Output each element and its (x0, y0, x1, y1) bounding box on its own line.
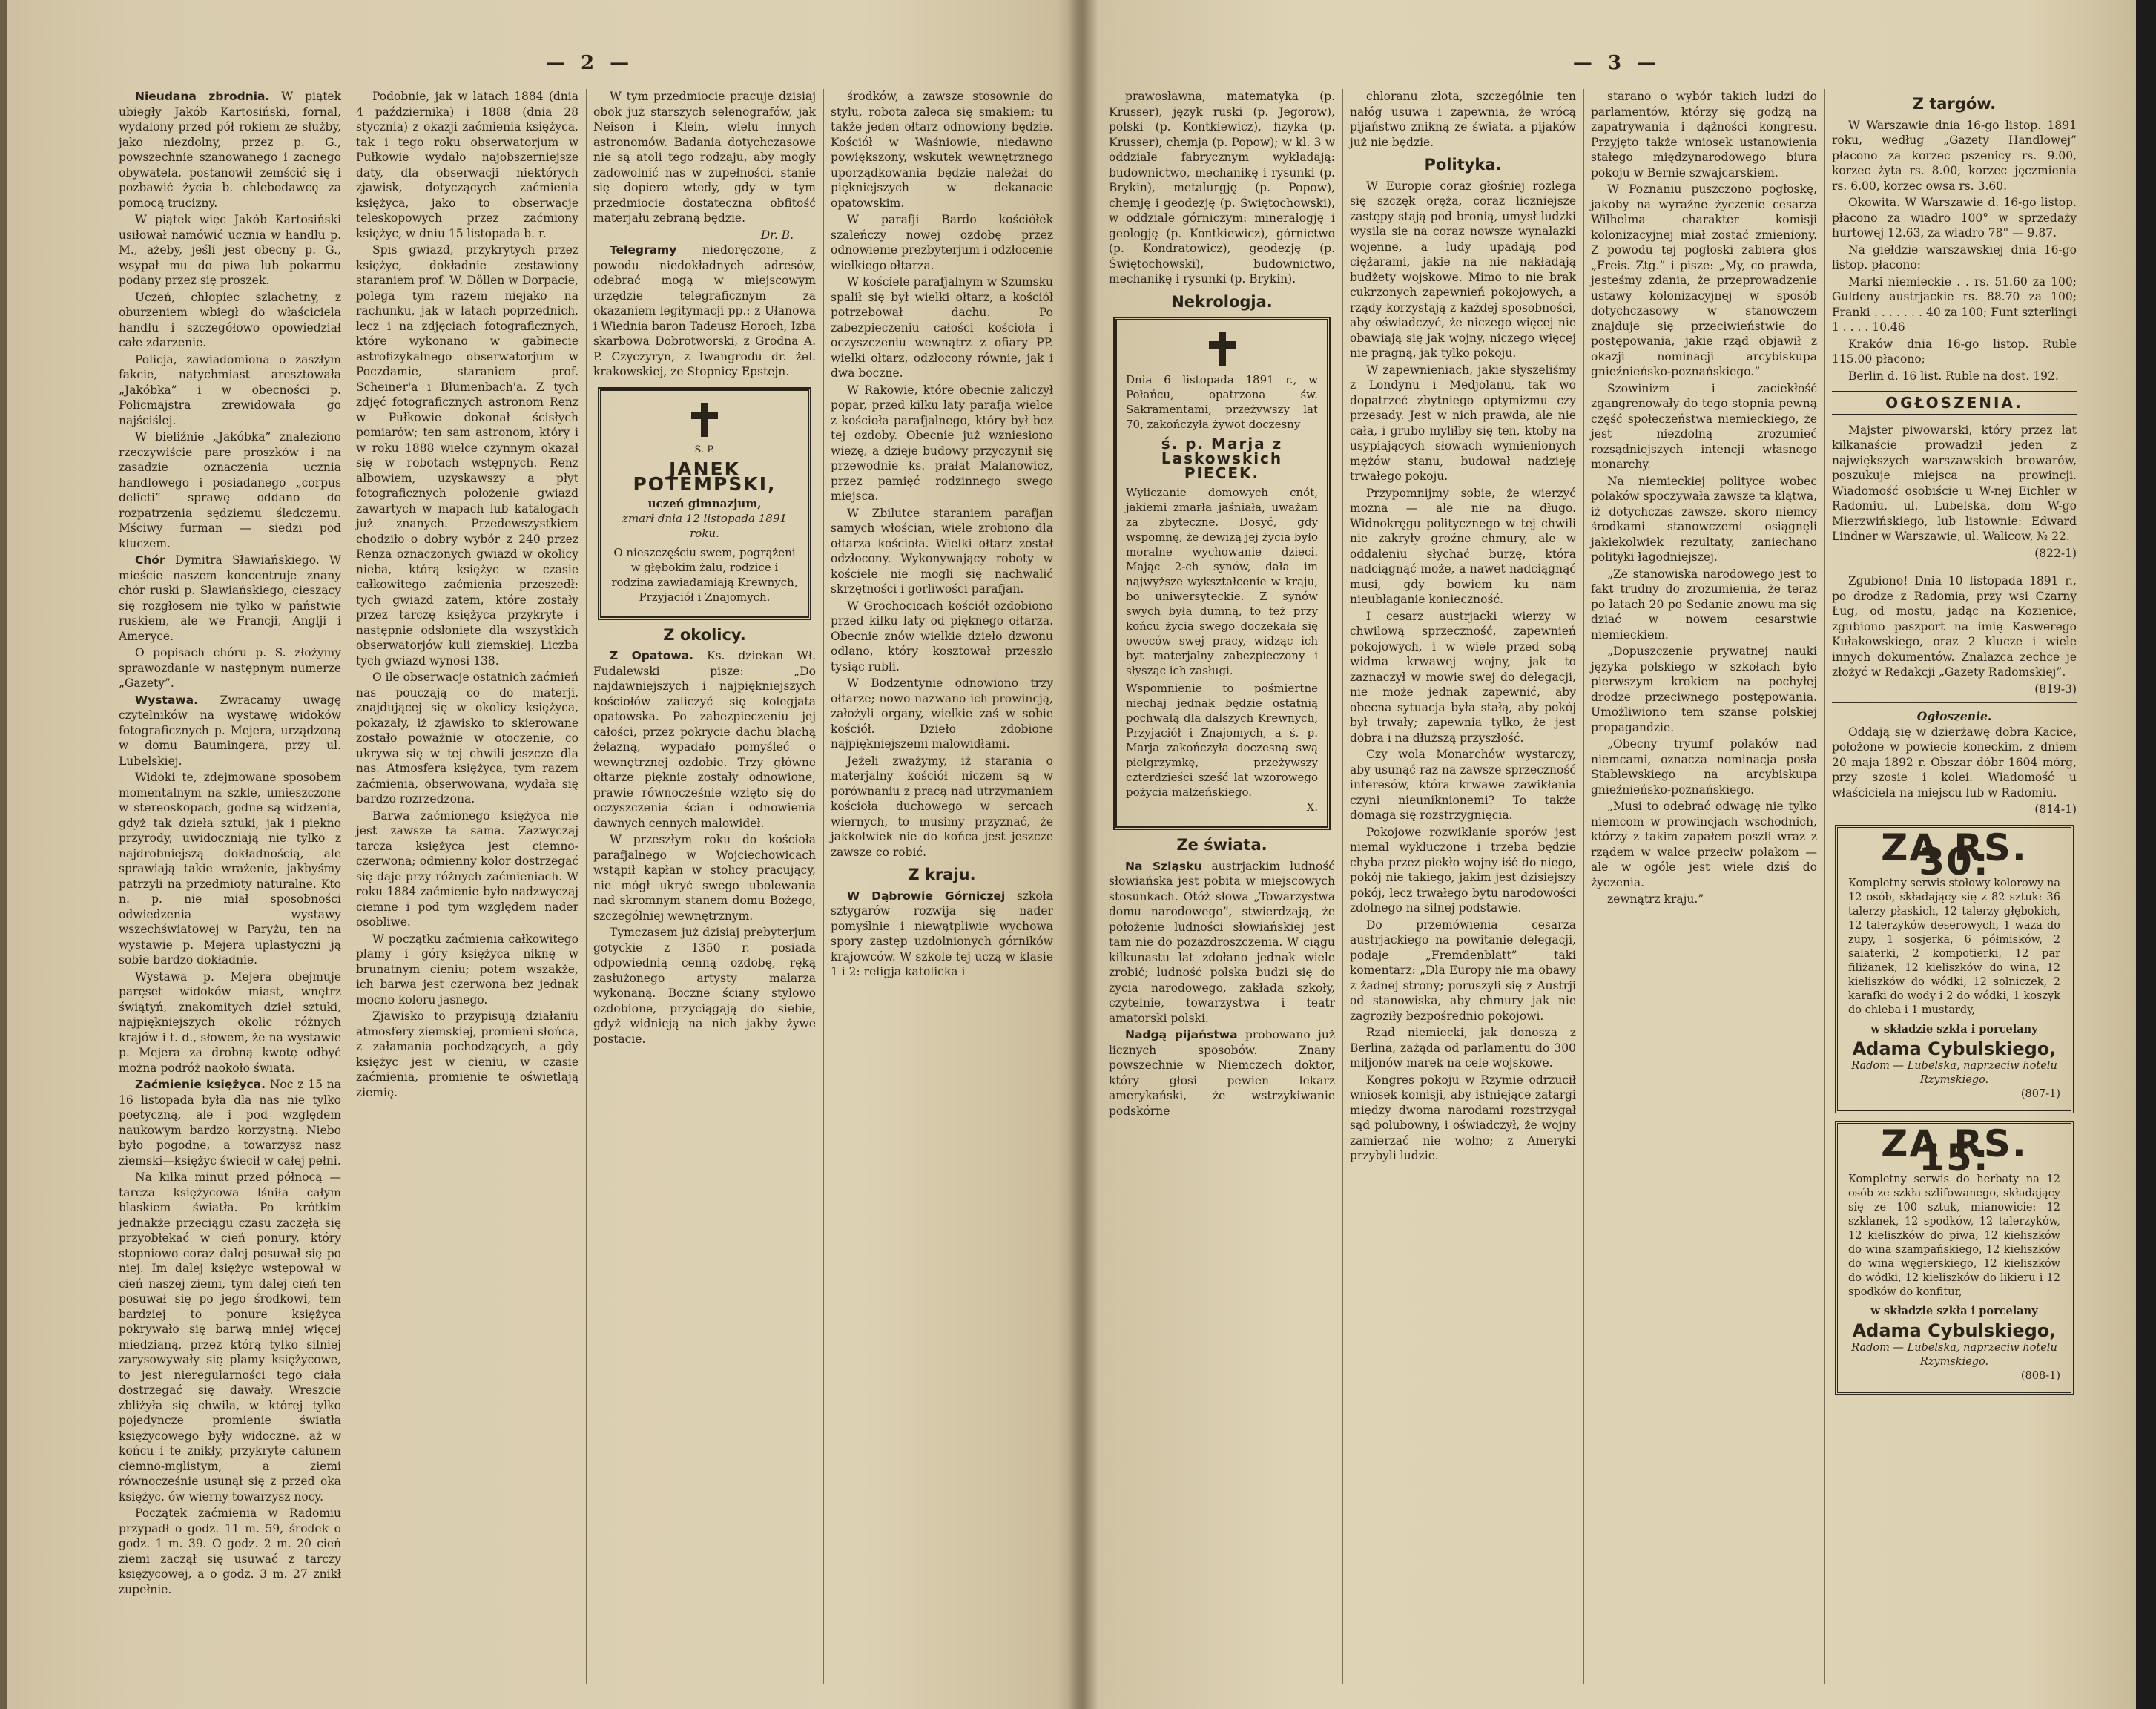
ad-address: Radom — Lubelska, naprzeciw hotelu Rzymskiego. (1851, 1341, 2057, 1368)
paragraph: Uczeń, chłopiec szlachetny, z oburzeniem wbiegł do właściciela handlu i szczegółowo opowiedział całe zdarzenie. (119, 290, 341, 349)
paragraph: Noc z 15 na 16 listopada była dla nas nie tylko poetyczną, ale i pod względem naukowym bardzo korzystną. Niebo było pogodne, a towarzysz nasz ziemski—księżyc świecił w całej pełni. (119, 1078, 341, 1168)
article-lead: Zaćmienie księżyca. (135, 1078, 266, 1091)
page-number: — 2 — (545, 52, 634, 74)
article-lead: Nadgą pijaństwa (1125, 1028, 1238, 1041)
column-3 (593, 89, 816, 1048)
page-3 (1098, 0, 2136, 1709)
paragraph: O popisach chóru p. S. złożymy sprawozdanie w następnym numerze „Gazety”. (119, 646, 341, 690)
paragraph: W kościele parafjalnym w Szumsku spalił się był wielki ołtarz, a kościół potrzebował dachu. Po zabezpieczeniu całości kościoła i oczyszczeniu wewnątrz z ofiary PP. wielki ołtarz, odzłocony równie, jak i dwa boczne. (831, 275, 1053, 380)
page-edge-right (2136, 0, 2156, 1709)
display-ad-15 (1835, 1121, 2074, 1395)
paragraph: „Dopuszczenie prywatnej nauki języka polskiego w szkołach było pierwszym krokiem na pochyłej drodze przeciwnego postępowania. Umożliwiono tem szanse polskiej propagandzie. (1591, 645, 1817, 734)
paragraph: zewnątrz kraju.” (1607, 892, 1704, 906)
ad-price-headline: ZA RS. 15: (1881, 1122, 2028, 1179)
article-opatow (593, 648, 816, 831)
book-gutter (1068, 0, 1098, 1709)
article-lead: Na Szląsku (1125, 859, 1202, 873)
paragraph: Czy wola Monarchów wystarczy, aby usunąć raz na zawsze sprzeczność interesów, która krwawe zawikłania czyni nieuniknionemi? To także domaga się rozstrzygnięcia. (1350, 748, 1576, 822)
paragraph: O ile obserwacje ostatnich zaćmień nas pouczają co do materji, znajdującej się w okolicy księżyca, pokazały, iż zjawisko to skierowane zostało poważnie w otoczenie, co ukrywa się w tej chwili jeszcze dla nas. Atmosfera księżyca, tym razem zaćmienia, obserwowana, wydała się bardzo rozrzedzona. (356, 671, 578, 806)
paragraph: Kongres pokoju w Rzymie odrzucił wniosek komisji, aby istniejące zatargi między dwoma narodami rozstrzygał sąd polubowny, i oświadczył, że wojny zamierzać nie wolno; z Ameryki przybyli ludzie. (1350, 1073, 1576, 1162)
paragraph: W Bodzentynie odnowiono trzy ołtarze; nowo nazwano ich prowincją, założyli organy, wielkie zaś w sobie kościół. Dzieło zdobione najpiękniejszemi malowidłami. (831, 676, 1053, 751)
paragraph: „Musi to odebrać odwagę nie tylko niemcom w prowincjach wschodnich, którzy z takim zapałem poszli wraz z rządem w walce przeciw polakom — ale w ogóle jest wiele dziś do życzenia. (1591, 800, 1817, 889)
page-edge-left (0, 0, 7, 1709)
paragraph: niedoręczone, z powodu niedokładnych adresów, odebrać mogą w miejscowym urzędzie telegraficznym za okazaniem legitymacji pp.: z Ułanowa i Wiednia baron Tadeusz Horoch, Izba skarbowa Dobrotworski, z Grodna A. P. Czyczyryn, z Iwangrodu dr. żel. krakowskiej, ze Stopnicy Epstejn. (593, 243, 816, 378)
column-2 (356, 89, 578, 1102)
column-1 (1109, 89, 1335, 1120)
market-report: Kraków dnia 16-go listop. Ruble 115.00 płacono; (1832, 337, 2077, 366)
paragraph: W piątek ubiegły Jakób Kartosiński, fornal, wydalony przed pół rokiem ze służby, jako niezdolny, przez p. G., powszechnie szanowanego i zacnego obywatela, postanowił zemścić się i pozbawić życia b. chlebodawcę za pomocą trucizny. (119, 90, 341, 210)
paragraph: Pokojowe rozwikłanie sporów jest niemal wykluczone i trzeba będzie chyba przez piekło wojny iść do niego, pokój nie takiego, jakim jest dzisiejszy pokój, lecz trwałego bytu narodowości zdolnego na silnej podstawie. (1350, 825, 1576, 915)
column-divider (586, 89, 587, 1684)
article-lead: Wystawa. (135, 693, 198, 707)
page-number: — 3 — (1572, 52, 1661, 74)
market-report: Berlin d. 16 list. Ruble na dost. 192. (1848, 369, 2059, 383)
section-heading: Nekrologja. (1171, 292, 1273, 311)
obituary-text: Wyliczanie domowych cnót, jakiemi zmarła jaśniała, uważam za zbyteczne. Dosyć, gdy wspomnę, że dewizą jej życia było moralne wychowanie dzieci. Mając 2-ch synów, dała im najwyższe wykształcenie w kraju, bo uniwersyteckie. Z synów swych była dumną, to też przy końcu życia swego doczekała się owoców swej pracy, widząc ich byt materjalny zabezpieczony i słysząc ich zasługi. (1126, 486, 1318, 677)
paragraph: Barwa zaćmionego księżyca nie jest zawsze ta sama. Zazwyczaj tarcza księżyca jest ciemno-czerwona; odmienny kolor dostrzegać się daje przy różnych zaćmieniach. W roku 1884 zaćmienie było nadzwyczaj ciemne i pod tym względem nader osobliwe. (356, 809, 578, 929)
paragraph: Podobnie, jak w latach 1884 (dnia 4 października) i 1888 (dnia 28 stycznia) z okazji zaćmienia księżyca, tak i tego roku obserwatorjum w Pułkowie wydało najobszerniejsze daty, dla obserwacji niektórych zjawisk, dotyczących zaćmienia księżyca, jako to obserwacje teleskopowych przez zaćmiony księżyc, w dniu 15 listopada b. r. (356, 90, 578, 240)
cross-icon (690, 403, 719, 437)
article-dabrowa (831, 889, 1053, 980)
obituary-subtitle: uczeń gimnazjum, (647, 496, 762, 510)
cross-icon (1207, 332, 1237, 366)
paragraph: Na niemieckiej polityce wobec polaków spoczywała zawsze ta klątwa, iż dotychczas zawsze, skoro niemcy środkami stanowczemi osiągnęli jakiekolwiek rezultaty, zaniechano polityki łagodniejszej. (1591, 474, 1817, 564)
article-wystawa (119, 693, 341, 769)
ad-brand: Adama Cybulskiego, (1852, 1320, 2057, 1341)
obituary-sp: S. P. (694, 444, 715, 455)
column-divider (1583, 89, 1584, 1684)
article-chor (119, 553, 341, 644)
article-telegramy (593, 243, 816, 380)
article-lead: Telegramy (610, 243, 677, 257)
article-lead: Nieudana zbrodnia. (135, 90, 270, 103)
paragraph: W początku zaćmienia całkowitego plamy i góry księżyca niknę w brunatnym cieniu; potem wszakże, ich barwa jest czerwona bez jednak mocno koloru jasnego. (356, 932, 578, 1007)
ad-reference: (814-1) (2034, 803, 2077, 816)
paragraph: Widoki te, zdejmowane sposobem momentalnym na szkle, umieszczone w stereoskopach, godne są widzenia, gdyż tak dzieła sztuki, jak i piękno przyrody, uwidoczniają nie tylko z najdrobniejszą dokładnością, ale sprawiają takie wrażenie, jakbyśmy patrzyli na przedmioty naturalne. Kto n. p. nie miał sposobności odwiedzenia wystawy wszechświatowej w Paryżu, ten na wystawie p. Mejera uplastyczni ją sobie bardzo dokładnie. (119, 771, 341, 967)
obituary-text: O nieszczęściu swem, pogrążeni w głębokim żalu, rodzice i rodzina zawiadamiają Krewnych, Przyjaciół i Znajomych. (611, 545, 798, 604)
paragraph: Wystawa p. Mejera obejmuje paręset widoków miast, wnętrz świątyń, znakomitych dzieł sztuki, najpiękniejszych okolic różnych krajów i t. d., słowem, że na wystawie p. Mejera za drobną kwotę odbyć można podróż naokoło świata. (119, 969, 341, 1075)
paragraph: Ks. dziekan Wł. Fudalewski pisze: „Do najdawniejszych i najpiękniejszych kościołów zaliczyć się kolegjata opatowska. Po zabezpieczeniu jej całości, przez pokrycie dachu blachą żelazną, wypadało pomyśleć o wewnętrznej ozdobie. Trzy główne ołtarze pięknie zostały odnowione, prawie równocześnie wzięto się do oczyszczenia ścian i odnowienia dawnych cennych malowideł. (593, 649, 816, 830)
paragraph: W tym przedmiocie pracuje dzisiaj obok już starszych selenografów, jak Neison i Klein, wielu innych astronomów. Badania dotychczasowe nie są atoli tego rodzaju, aby mogły zadowolnić nas w zupełności, stanie się dopiero wtedy, gdy w tym przedmiocie dostateczna obfitość materjału zebraną będzie. (593, 90, 816, 225)
display-ad-30 (1835, 825, 2074, 1113)
column-divider (823, 89, 824, 1684)
ads-masthead: OGŁOSZENIA. (1832, 391, 2077, 415)
obituary-text: Wspomnienie to pośmiertne niechaj jednak będzie ostatnią pochwałą dla dalszych Krewnych, Przyjaciół i Znajomych, a ś. p. Marja zakończyła doczesną swą pielgrzymkę, przeżywszy czterdzieści sześć lat wzorowego pożycia małżeńskiego. (1126, 682, 1318, 799)
paragraph: Dymitra Sławiańskiego. W mieście naszem koncentruje znany chór ruski p. Sławiańskiego, cieszący się rozgłosem nie tylko w państwie ruskiem, ale we Francji, Anglji i Ameryce. (119, 553, 341, 643)
market-report: Marki niemieckie . . rs. 51.60 za 100; Guldeny austrjackie rs. 88.70 za 100; Franki . . . . . . . 40 za 100; Funt szterlingi 1 . . . . 10.46 (1832, 274, 2077, 334)
paragraph: Tymczasem już dzisiaj prebyterjum gotyckie z 1350 r. posiada odpowiednią cenną ozdobę, ręką zasłużonego artysty malarza wykonaną. Boczne ściany stylowo ozdobione, przyciągają do siebie, gdyż widnieją na nich jakby żywe postacie. (593, 926, 816, 1046)
paragraph: I cesarz austrjacki wierzy w chwilową sprzeczność, zapewnień pokojowych, i w wiele przed sobą widma krwawej wojny, jak to zaznaczył w mowie swej do delegacji, nie może jednak zapewnić, aby obecna sytuacja była stałą, aby pokój był trwały; zapewnia tylko, że jest dobra i na dłuższą przyszłość. (1350, 609, 1576, 745)
paragraph: Spis gwiazd, przykrytych przez księżyc, dokładnie zestawiony staraniem prof. W. Döllen w Dorpacie, polega tym razem niejako na rachunku, jak w latach poprzednich, lecz i na zdjęciach fotograficznych, które wykonano w gabinecie astrofizykalnego obserwatorjum w Poczdamie, staraniem prof. Scheiner'a i Blumenbach'a. Z tych zdjęć fotograficznych astronom Renz w Pułkowie dokonał ścisłych pomiarów; ten sam astronom, który i w roku 1888 wielce czynnym okazał się w robotach wstępnych. Renz albowiem, uzyskawszy a płyt fotograficznych położenie gwiazd zawartych w mapach lub katalogach już znanych. Przedewszystkiem chodziło o dobry wybór z 240 przez Renza oznaczonych gwiazd w okolicy nieba, którą księżyc w czasie całkowitego zaćmienia przeszedł: tych gwiazd zatem, które zostały przez tarczę księżyca przykryte i następnie odsłonięte dla wszystkich obserwatorjów kuli ziemskiej. Liczba tych gwiazd wynosi 138. (356, 243, 578, 668)
paragraph: chloranu złota, szczególnie ten nałóg usuwa i zapewnia, że wrócą pijaństwo znikną ze świata, a pijaków już nie będzie. (1350, 90, 1576, 149)
paragraph: Rząd niemiecki, jak donoszą z Berlina, zażąda od parlamentu do 300 miljonów marek na cele wojskowe. (1350, 1026, 1576, 1070)
paragraph: Policja, zawiadomiona o zaszłym fakcie, natychmiast aresztowała „Jakóbka” i w obecności p. Policmajstra zrewidowała go najściślej. (119, 352, 341, 427)
ad-address: Radom — Lubelska, naprzeciw hotelu Rzymskiego. (1851, 1059, 2057, 1086)
paragraph: W piątek więc Jakób Kartosiński usiłował namówić ucznia w handlu p. M., ażeby, jeśli jest obecny p. G., wsypał mu do piwa lub pokarmu podany przez się proszek. (119, 213, 341, 287)
paragraph: Przypomnijmy sobie, że wierzyć można — ale nie na długo. Widnokręgu politycznego w tej chwili nie zakryły groźne chmury, ale w oddaleniu słychać burzę, która nadciągnąć może, a nawet nadciągnąć musi, gdy bowiem ku nam nieubłaganie konieczność. (1350, 486, 1576, 606)
page-2 (111, 0, 1068, 1709)
paragraph: Do przemówienia cesarza austrjackiego na powitanie delegacji, podaje „Fremdenblatt” taki komentarz: „Dla Europy nie ma obawy z żadnej strony; poruszyli się z Austrji od stanowiska, aby chmury jak nie zagroziły bezpośrednio pokojowi. (1350, 918, 1576, 1023)
obituary-name: JANEK POTEMPSKI, (633, 458, 777, 495)
paragraph: W Rakowie, które obecnie zaliczył popar, przed kilku laty parafja wielce z kościoła parafjalnego, który był bez tej ozdoby. Obecnie już wzniesiono wieżę, a dzieje budowy przyczynił się przewodnie ks. prałat Malanowicz, przez pamięć rodzinnego swego miejsca. (831, 383, 1053, 503)
obituary-box (1113, 317, 1331, 830)
ad-store: w składzie szkła i porcelany (1870, 1022, 2038, 1035)
ad-reference: (822-1) (2034, 546, 2077, 560)
market-report: Na giełdzie warszawskiej dnia 16-go listop. płacono: (1832, 243, 2077, 271)
paragraph: Jeżeli zważymy, iż starania o materjalny kościół niczem są w porównaniu z pracą nad utrzymaniem kościoła duchowego w sercach wiernych, to musimy przyznać, że jakkolwiek nie do końca jest jeszcze zawsze co robić. (831, 754, 1053, 859)
paragraph: prawosławna, matematyka (p. Krusser), język ruski (p. Jegorow), polski (p. Kontkiewicz), fizyka (p. Krusser), chemja (p. Popow); w kl. 3 w oddziale fabrycznym wykładają: budownictwo, mechanikę i rysunki (p. Brykin), metalurgję (p. Popow), chemję i geodezję (p. Świętochowski), w oddziale górniczym: mineralogję i geologję (p. Kontkiewicz), górnictwo (p. Kondratowicz), geodezję (p. Świętochowski), budownictwo, mechanikę i rysunki (p. Brykin). (1109, 90, 1335, 286)
ad-body: Kompletny serwis do herbaty na 12 osób ze szkła szlifowanego, składający się ze 100 sztuk, mianowicie: 12 szklanek, 12 spodków, 12 talerzyków, 12 kieliszków do piwa, 12 kieliszków do wina szampańskiego, 12 kieliszków do wina węgierskiego, 12 kieliszków do wódki, 12 kieliszków do likieru i 12 spodków do konfitur, (1848, 1173, 2060, 1298)
obituary-date: zmarł dnia 12 listopada 1891 roku. (622, 511, 787, 540)
paragraph: „Ze stanowiska narodowego jest to fakt trudny do zrozumienia, że teraz po latach 20 po Sedanie znowu ma się dziać w nowem cesarstwie niemieckiem. (1591, 567, 1817, 642)
column-divider (1824, 89, 1825, 1684)
column-3 (1591, 89, 1817, 909)
paragraph: austrjackim ludność słowiańska jest pobita w miejscowych stosunkach. Otóż słowa „Towarzystwa domu narodowego”, stwierdzają, że położenie ludności słowiańskiej jest tam nie do pozazdroszczenia. W ciągu kilkunastu lat zdołano jednak wiele zrobić; ludność polska budzi się do życia narodowego, zakłada szkoły, czytelnie, towarzystwa i teatr amatorski polski. (1109, 859, 1335, 1025)
ad-heading: Ogłoszenie. (1916, 709, 1992, 723)
obituary-signature: X. (1306, 800, 1318, 814)
section-heading: Z targów. (1912, 95, 1997, 113)
classified-ad: Majster piwowarski, który przez lat kilkanaście prowadził jeden z największych warszawskich browarów, poszukuje miejsca na prowincji. Wiadomość osobiście u W-nej Eichler w Radomiu, ul. Lubelska, dom W-go Mierzwińskiego, lub listownie: Edward Lindner w Warszawie, ul. Walicow, № 22. (1832, 423, 2077, 543)
paragraph: Początek zaćmienia w Radomiu przypadł o godz. 11 m. 59, środek o godz. 1 m. 39. O godz. 2 m. 20 cień ziemi zaczął się usuwać z tarczy księżycowej, a o godz. 3 m. 27 znikł zupełnie. (119, 1507, 341, 1596)
column-2 (1350, 89, 1576, 1165)
paragraph: środków, a zawsze stosownie do stylu, robota zaleca się smakiem; tu także jeden ołtarz odnowiony będzie. Kościół w Waśniowie, niedawno powiększony, wskutek wewnętrznego uporządkowania będzie należał do piękniejszych w dekanacie opatowskim. (831, 90, 1053, 210)
ad-body: Kompletny serwis stołowy kolorowy na 12 osób, składający się z 82 sztuk: 36 talerzy płaskich, 12 talerzy głębokich, 12 talerzyków deserowych, 1 waza do zupy, 1 sosjerka, 6 półmisków, 2 salaterki, 2 kompotierki, 12 par filiżanek, 12 kieliszków do wina, 12 kieliszków do wódki, 12 solniczek, 2 karafki do wody i 2 do wódki, 1 koszyk do chleba i 1 mustardy, (1848, 877, 2060, 1016)
article-nieudana-zbrodnia (119, 89, 341, 211)
ad-reference: (808-1) (2020, 1369, 2060, 1382)
paragraph: W parafji Bardo kościółek szaleńczy nowej ozdobę przez odnowienie prezbyterjum i odzłocenie wielkiego ołtarza. (831, 213, 1053, 272)
ad-reference: (807-1) (2020, 1087, 2060, 1100)
market-report: W Warszawie dnia 16-go listop. 1891 roku, według „Gazety Handlowej” płacono za korzec pszenicy rs. 9.00, korzec żyta rs. 8.00, korzec jęczmienia rs. 6.00, korzec owsa rs. 3.60. (1832, 118, 2077, 193)
ad-store: w składzie szkła i porcelany (1870, 1304, 2038, 1317)
ad-reference: (819-3) (2034, 682, 2077, 696)
obituary-text: Dnia 6 listopada 1891 r., w Połańcu, opatrzona św. Sakramentami, przeżywszy lat 70, zakończyła żywot doczesny (1126, 373, 1318, 431)
ad-brand: Adama Cybulskiego, (1852, 1038, 2057, 1059)
paragraph: W Poznaniu puszczono pogłoskę, jakoby na wyraźne życzenie cesarza Wilhelma charakter komisji kolonizacyjnej miał zostać zmieniony. Z powodu tej pogłoski zabiera głos „Freis. Ztg.” i pisze: „My, co prawda, jesteśmy zdania, że przeprowadzenie ustawy kolonizacyjnej w sposób dotychczasowy w stanowczem znajduje się przeciwieństwie do postępowania, jakie rząd objawił z okazji nominacji arcybiskupa gnieźnieńsko-poznańskiego.” (1591, 182, 1817, 378)
paragraph: W przeszłym roku do kościoła parafjalnego w Wojciechowicach wstąpił kapłan w stolicy pracujący, nie mógł ukryć swego ubolewania nad skromnym stanem domu Bożego, szczególniej wewnętrznym. (593, 833, 816, 923)
column-4-advertisements (1832, 89, 2077, 1403)
section-heading: Z kraju. (908, 866, 976, 883)
section-heading: Ze świata. (1176, 836, 1267, 854)
article-szlask (1109, 859, 1335, 1027)
article-pijanstwo (1109, 1027, 1335, 1119)
section-heading: Polityka. (1424, 156, 1502, 174)
article-lead: Z Opatowa. (610, 649, 694, 662)
author-signature: Dr. B. (760, 228, 794, 242)
section-heading: Z okolicy. (663, 625, 746, 644)
article-zacmienie (119, 1077, 341, 1168)
paragraph: W bieliźnie „Jakóbka” znaleziono rzeczywiście parę proszków i na zasadzie oznaczenia ucznia handlowego i posiadanego „corpus delicti” sprawę oddano do rozpatrzenia sędziemu śledczemu. Mściwy furman — siedzi pod kluczem. (119, 430, 341, 550)
paragraph: probowano już licznych sposobów. Znany powszechnie w Niemczech doktor, który głosi pewien lekarz amerykański, że wstrzykiwanie podskórne (1109, 1028, 1336, 1118)
paragraph: starano o wybór takich ludzi do parlamentów, którzy się godzą na zapatrywania i dążności kongresu. Przyjęto także wniosek ustanowienia stałego międzynarodowego biura pokoju w Bernie szwajcarskiem. (1591, 90, 1817, 180)
obituary-box (598, 387, 811, 620)
paragraph: Szowinizm i zaciekłość zgangrenowały do tego stopnia pewną część społeczeństwa niemieckiego, że jest niezdolną zrozumieć rozsądniejszych intencji własnego monarchy. (1591, 381, 1817, 471)
market-report: Okowita. W Warszawie d. 16-go listop. płacono za wiadro 100° w sprzedaży hurtowej 12.63, za wiadro 78° — 9.87. (1832, 196, 2077, 240)
paragraph: W Europie coraz głośniej rozlega się szczęk oręża, coraz liczniejsze zastępy stają pod bronią, umysł ludzki wysila się na coraz nowsze wynalazki wojenne, a ludy upadają pod ciężarami, jakie na nie nakładają budżety wojskowe. Mimo to nie brak cukrzonych zapewnień pokojowych, a rządy korzystają z każdej sposobności, aby oświadczyć, że niczego więcej nie obawiają się jak wojny, niczego więcej nie pragną, jak tylko pokoju. (1350, 179, 1576, 360)
paragraph: W zapewnieniach, jakie słyszeliśmy z Londynu i Medjolanu, tak wo dopatrzeć zbytniego optymizmu czy przesady. Jest w nich prawda, ale nie cała, i grubo myliłby się ten, ktoby na usypiających słowach wymienionych mężów stanu, budował nadzieję trwałego pokoju. (1350, 363, 1576, 483)
paragraph: Na kilka minut przed północą — tarcza księżycowa lśniła całym blaskiem światła. Po krótkim jednakże przeciągu czasu zaczęła się przyobłekać w cień ponury, który stopniowo coraz dalej posuwał się po niej. Im dalej księżyc wstępował w cień naszej ziemi, tym dalej cień ten posuwał się po jego środkowi, tem bardziej to ponure księżyca pokrywało się barwą mniej więcej miedzianą, przez którą tylko silniej zarysowywały się plamy księżycowe, to jest nieregularności tego ciała dostrzegać się dawały. Wreszcie zbliżyła się chwila, w której tylko pojedyncze promienie światła księżycowego były widoczne, aż w końcu i te znikły, przykryte całunem ciemno-mglistym, a ziemi równocześnie usunął się z przed oka księżyc, ów wierny towarzysz nocy. (119, 1170, 341, 1504)
article-lead: Chór (135, 553, 165, 567)
classified-ad: Zgubiono! Dnia 10 listopada 1891 r., po drodze z Radomia, przy wsi Czarny Ług, od mostu, jadąc na Kozienice, zgubiono paszport na imię Kaswerego Kułakowskiego, oraz 2 klucze i wiele innych dokumentów. Znalazca zechce je złożyć w Redakcji „Gazety Radomskiej”. (1832, 574, 2077, 679)
column-divider (1342, 89, 1343, 1684)
paragraph: W Grochocicach kościół ozdobiono przed kilku laty od pięknego ołtarza. Obecnie znów wielkie dzieło dzwonu odlano, który kosztował przeszło tysiąc rubli. (831, 599, 1053, 674)
obituary-name: ś. p. Marja z Laskowskich PIECEK. (1161, 435, 1283, 482)
article-lead: W Dąbrowie Górniczej (847, 889, 1006, 903)
ad-price-headline: ZA RS. 30: (1881, 826, 2028, 883)
paragraph: szkoła sztygarów rozwija się nader pomyślnie i niewątpliwie wychowa spory zastęp uzdolnionych górników krajowców. W szkole tej uczą w klasie 1 i 2: religja katolicka i (831, 889, 1053, 978)
column-4 (831, 89, 1053, 981)
classified-ad: Oddają się w dzierżawę dobra Kacice, położone w powiecie koneckim, z dniem 20 maja 1892 r. Obszar dóbr 1604 mórg, przy szosie i kolei. Wiadomość u właściciela na miejscu lub w Radomiu. (1832, 725, 2077, 800)
paragraph: „Obecny tryumf polaków nad niemcami, oznacza nominacja posła Stablewskiego na arcybiskupa gnieźnieńsko-poznańskiego. (1591, 737, 1817, 797)
paragraph: W Zbilutce staraniem parafjan samych włościan, wiele zrobiono dla ołtarza kościoła. Wielki ołtarz został odzłocony. Wykonywający roboty w kościele nie mogli się nachwalić skrzętności i gorliwości parafjan. (831, 506, 1053, 596)
column-1 (119, 89, 341, 1598)
ad-divider (1832, 702, 2077, 703)
paragraph: Zjawisko to przypisują działaniu atmosfery ziemskiej, promieni słońca, z załamania pochodzących, a gdy księżyc jest w cieniu, w czasie zaćmienia, promienie te oświetlają ziemię. (356, 1010, 578, 1099)
paragraph: Zwracamy uwagę czytelników na wystawę widoków fotograficznych p. Mejera, urządzoną w domu Baumingera, przy ul. Lubelskiej. (119, 693, 341, 768)
